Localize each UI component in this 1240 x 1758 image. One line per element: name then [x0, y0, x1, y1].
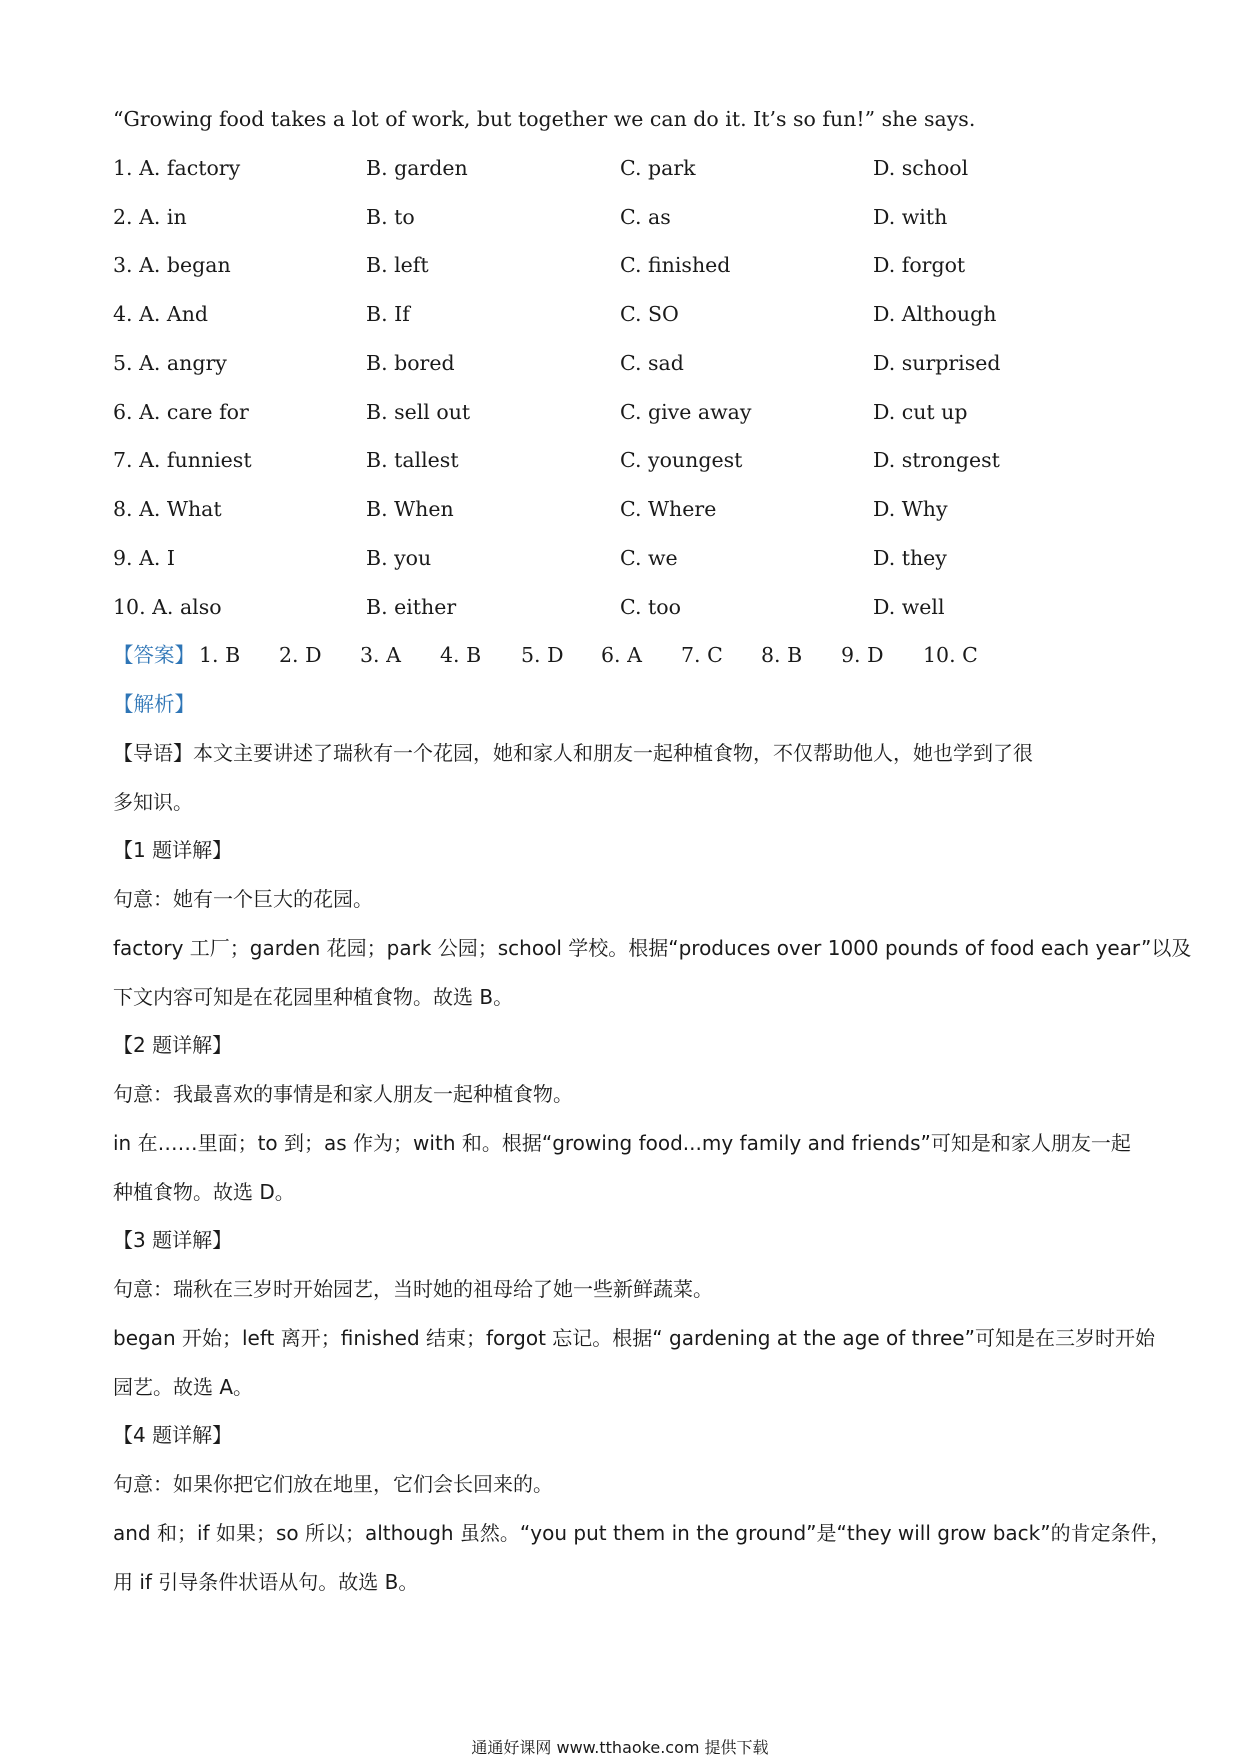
option-c: C. Where	[620, 497, 717, 521]
option-c: C. SO	[620, 302, 679, 326]
answer-item: 3. A	[360, 643, 401, 667]
option-d: D. surprised	[873, 351, 1001, 375]
option-b: B. bored	[366, 351, 455, 375]
option-c: C. give away	[620, 400, 752, 424]
answer-item: 1. B	[199, 643, 241, 667]
answer-item: 4. B	[440, 643, 482, 667]
option-a: 2. A. in	[113, 205, 187, 229]
section-heading: 【3 题详解】	[113, 1228, 233, 1252]
intro-line: 【导语】本文主要讲述了瑞秋有一个花园，她和家人和朋友一起种植食物，不仅帮助他人，她也学到了很	[113, 741, 1033, 765]
option-b: B. sell out	[366, 400, 471, 424]
option-d: D. well	[873, 595, 945, 619]
answer-item: 10. C	[923, 643, 978, 667]
answer-item: 8. B	[761, 643, 803, 667]
answer-item: 2. D	[279, 643, 322, 667]
option-c: C. finished	[620, 253, 731, 277]
option-d: D. they	[873, 546, 947, 570]
option-a: 8. A. What	[113, 497, 222, 521]
section-heading: 【2 题详解】	[113, 1033, 233, 1057]
answer-item: 7. C	[681, 643, 723, 667]
answer-tag: 【答案】	[113, 643, 195, 667]
explanation-line: and 和；if 如果；so 所以；although 虽然。“you put them in the ground”是“they will grow back”的肯定条件，	[113, 1521, 1171, 1545]
option-c: C. sad	[620, 351, 684, 375]
option-d: D. cut up	[873, 400, 968, 424]
option-a: 7. A. funniest	[113, 448, 252, 472]
explanation-line: 种植食物。故选 D。	[113, 1180, 295, 1204]
explanation-line: 句意：瑞秋在三岁时开始园艺，当时她的祖母给了她一些新鲜蔬菜。	[113, 1277, 713, 1301]
option-a: 6. A. care for	[113, 400, 249, 424]
section-heading: 【4 题详解】	[113, 1423, 233, 1447]
option-c: C. park	[620, 156, 696, 180]
option-b: B. either	[366, 595, 457, 619]
section-heading: 【1 题详解】	[113, 838, 233, 862]
explanation-line: in 在……里面；to 到；as 作为；with 和。根据“growing food...my family and friends”可知是和家人朋友一起	[113, 1131, 1131, 1155]
explanation-line: 园艺。故选 A。	[113, 1375, 254, 1399]
option-a: 5. A. angry	[113, 351, 227, 375]
option-b: B. garden	[366, 156, 468, 180]
option-d: D. Why	[873, 497, 948, 521]
explanation-line: factory 工厂；garden 花园；park 公园；school 学校。根据“produces over 1000 pounds of food each year”以及	[113, 936, 1192, 960]
option-d: D. school	[873, 156, 969, 180]
option-a: 9. A. I	[113, 546, 176, 570]
explanation-line: 句意：我最喜欢的事情是和家人朋友一起种植食物。	[113, 1082, 573, 1106]
option-d: D. forgot	[873, 253, 966, 277]
answer-item: 6. A	[601, 643, 642, 667]
option-b: B. left	[366, 253, 429, 277]
option-c: C. youngest	[620, 448, 743, 472]
explanation-line: 句意：如果你把它们放在地里，它们会长回来的。	[113, 1472, 553, 1496]
option-b: B. you	[366, 546, 432, 570]
option-c: C. as	[620, 205, 671, 229]
option-b: B. If	[366, 302, 410, 326]
quote-line: “Growing food takes a lot of work, but together we can do it. It’s so fun!” she says.	[113, 107, 976, 131]
option-a: 1. A. factory	[113, 156, 241, 180]
option-b: B. to	[366, 205, 415, 229]
option-c: C. too	[620, 595, 681, 619]
page-footer: 通通好课网 www.tthaoke.com 提供下载	[471, 1738, 769, 1757]
option-a: 3. A. began	[113, 253, 231, 277]
answer-item: 5. D	[521, 643, 564, 667]
explanation-line: began 开始；left 离开；finished 结束；forgot 忘记。根据“ gardening at the age of three”可知是在三岁时开始	[113, 1326, 1155, 1350]
option-b: B. tallest	[366, 448, 459, 472]
explanation-line: 用 if 引导条件状语从句。故选 B。	[113, 1570, 419, 1594]
option-d: D. strongest	[873, 448, 1000, 472]
option-c: C. we	[620, 546, 678, 570]
answer-item: 9. D	[841, 643, 884, 667]
option-d: D. Although	[873, 302, 997, 326]
option-b: B. When	[366, 497, 454, 521]
option-d: D. with	[873, 205, 948, 229]
intro-line: 多知识。	[113, 790, 193, 814]
option-a: 4. A. And	[113, 302, 209, 326]
analysis-tag: 【解析】	[113, 692, 195, 716]
explanation-line: 句意：她有一个巨大的花园。	[113, 887, 373, 911]
option-a: 10. A. also	[113, 595, 222, 619]
explanation-line: 下文内容可知是在花园里种植食物。故选 B。	[113, 985, 514, 1009]
